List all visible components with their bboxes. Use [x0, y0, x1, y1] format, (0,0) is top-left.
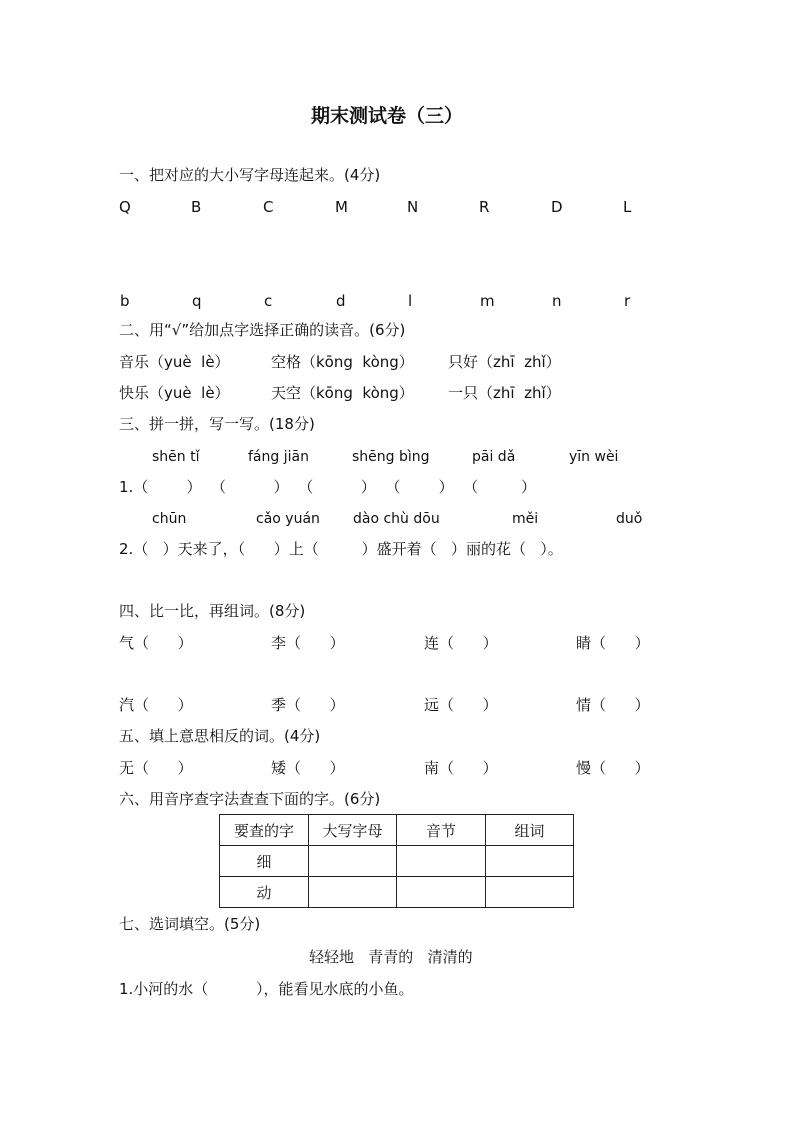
- q7-heading: 七、选词填空。(5分): [119, 915, 261, 933]
- q2-heading: 二、用“√”给加点字选择正确的读音。(6分): [119, 321, 406, 339]
- reading-choice: 天空（kōng kòng）: [271, 384, 414, 402]
- word-blank: 远（ ）: [424, 696, 498, 714]
- table-cell: 动: [220, 877, 309, 908]
- q5-heading: 五、填上意思相反的词。(4分): [119, 727, 321, 745]
- table-cell: [397, 846, 486, 877]
- lower-letter: c: [264, 292, 273, 310]
- table-cell: [309, 877, 397, 908]
- word-blank: 无（ ）: [119, 759, 193, 777]
- fill-sentence: 1.小河的水（ ），能看见水底的小鱼。: [119, 980, 414, 998]
- pinyin: fáng jiān: [248, 449, 309, 465]
- pinyin: duǒ: [616, 511, 643, 527]
- pinyin: měi: [512, 511, 539, 527]
- pinyin: pāi dǎ: [472, 449, 516, 465]
- q6-heading: 六、用音序查字法查查下面的字。(6分): [119, 790, 381, 808]
- table-header: 大写字母: [309, 815, 397, 846]
- reading-choice: 快乐（yuè lè）: [119, 384, 230, 402]
- word-blank: 睛（ ）: [576, 634, 650, 652]
- upper-letter: B: [191, 198, 202, 216]
- pinyin: cǎo yuán: [256, 511, 320, 527]
- reading-choice: 一只（zhī zhǐ）: [448, 384, 561, 402]
- word-blank: 汽（ ）: [119, 696, 193, 714]
- page-title: 期末测试卷（三）: [311, 105, 464, 127]
- pinyin: chūn: [152, 511, 187, 527]
- lower-letter: d: [336, 292, 346, 310]
- lower-letter: b: [120, 292, 130, 310]
- pinyin: dào chù dōu: [353, 511, 440, 527]
- lower-letter: m: [480, 292, 495, 310]
- table-header: 要查的字: [220, 815, 309, 846]
- table-cell: [486, 877, 574, 908]
- q4-heading: 四、比一比，再组词。(8分): [119, 602, 306, 620]
- word-blank: 慢（ ）: [576, 759, 650, 777]
- table-header-row: [220, 815, 574, 846]
- lower-letter: q: [192, 292, 202, 310]
- lookup-table: [219, 814, 574, 908]
- answer-line: 1.（ ） （ ） （ ） （ ） （ ）: [119, 478, 537, 496]
- upper-letter: D: [551, 198, 563, 216]
- upper-letter: N: [407, 198, 419, 216]
- word-blank: 情（ ）: [576, 696, 650, 714]
- table-header: 音节: [397, 815, 486, 846]
- pinyin: shēng bìng: [352, 449, 430, 465]
- upper-letter: C: [263, 198, 274, 216]
- reading-choice: 只好（zhī zhǐ）: [448, 353, 561, 371]
- upper-letter: Q: [119, 198, 131, 216]
- q1-heading: 一、把对应的大小写字母连起来。(4分): [119, 166, 381, 184]
- word-blank: 矮（ ）: [271, 759, 345, 777]
- upper-letter: M: [335, 198, 348, 216]
- table-cell: [397, 877, 486, 908]
- word-blank: 季（ ）: [271, 696, 345, 714]
- lower-letter: r: [624, 292, 631, 310]
- upper-letter: L: [623, 198, 632, 216]
- reading-choice: 空格（kōng kòng）: [271, 353, 414, 371]
- lower-letter: n: [552, 292, 562, 310]
- word-bank: 轻轻地 青青的 清清的: [309, 948, 473, 966]
- word-blank: 连（ ）: [424, 634, 498, 652]
- reading-choice: 音乐（yuè lè）: [119, 353, 230, 371]
- answer-line: 2.（ ）天来了，（ ）上（ ）盛开着（ ）丽的花（ ）。: [119, 540, 563, 558]
- table-cell: [486, 846, 574, 877]
- upper-letter: R: [479, 198, 490, 216]
- pinyin: yīn wèi: [569, 449, 619, 465]
- lower-letter: l: [408, 292, 413, 310]
- table-header: 组词: [486, 815, 574, 846]
- pinyin: shēn tǐ: [152, 449, 200, 465]
- table-cell: [309, 846, 397, 877]
- table-row: [220, 846, 574, 877]
- table-cell: 细: [220, 846, 309, 877]
- q3-heading: 三、拼一拼，写一写。(18分): [119, 415, 315, 433]
- word-blank: 气（ ）: [119, 634, 193, 652]
- table-row: [220, 877, 574, 908]
- word-blank: 李（ ）: [271, 634, 345, 652]
- word-blank: 南（ ）: [424, 759, 498, 777]
